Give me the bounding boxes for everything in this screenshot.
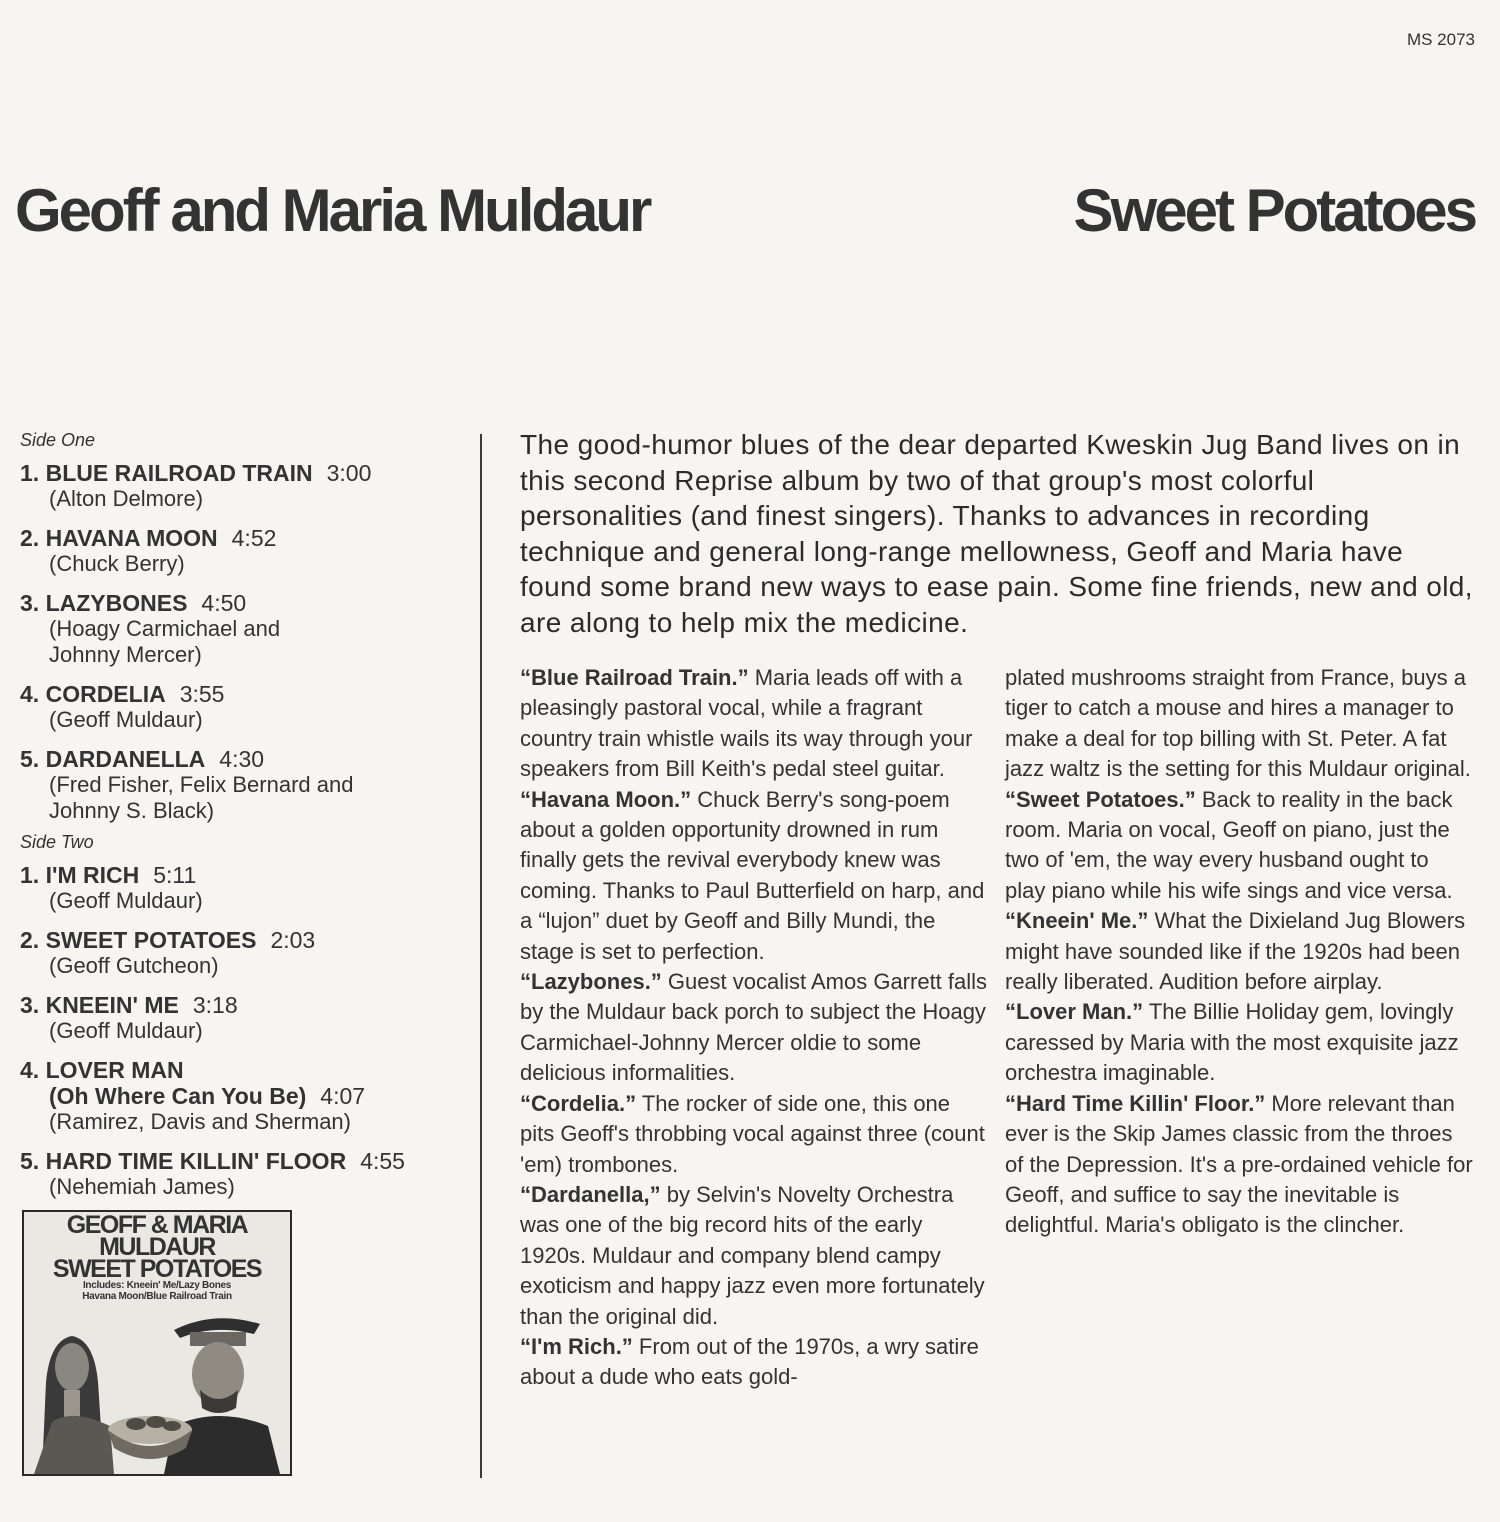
note-title: “Havana Moon.” [520,786,692,812]
note-title: “Cordelia.” [520,1090,637,1116]
track-duration: 3:18 [192,992,238,1018]
track-item [20,525,460,577]
note-text: Chuck Berry's song-poem about a golden opportunity drowned in rum finally gets the revival everybody knew was coming. Thanks to Paul Butterfield on harp, and a “lujon” duet by Geoff and Billy Mundi, the stage is set to perfection. [520,786,985,964]
track-title: HAVANA MOON [45,525,218,551]
note-text: What the Dixieland Jug Blowers might have sounded like if the 1920s had been really liberated. Audition before airplay. [1005,908,1466,995]
note-title: “Dardanella,” [520,1181,661,1207]
track-subtitle: (Oh Where Can You Be) [49,1083,307,1109]
note-paragraph [520,1332,990,1393]
track-item [20,460,460,512]
track-title: KNEEIN' ME [45,992,179,1018]
track-credit: Johnny S. Black) [49,798,215,823]
album-title: Sweet Potatoes [1073,177,1475,244]
cover-album-title: SWEET POTATOES [52,1255,262,1283]
note-title: “Hard Time Killin' Floor.” [1005,1090,1266,1116]
track-number: 3. [20,590,40,616]
note-text: The Billie Holiday gem, lovingly caressed by Maria with the most exquisite jazz orchestra imaginable. [1005,999,1459,1086]
cover-artist-line2: MULDAUR [99,1233,215,1261]
track-item [20,1148,460,1200]
note-paragraph [520,1089,990,1180]
note-text: Guest vocalist Amos Garrett falls by the Muldaur back porch to subject the Hoagy Carmichael-Johnny Mercer oldie to some delicious informalities. [520,969,988,1086]
track-duration: 3:00 [326,460,372,486]
track-number: 3. [20,992,40,1018]
cover-artist-line1: GEOFF & MARIA [66,1211,248,1239]
track-duration: 4:30 [219,746,265,772]
note-title: “Sweet Potatoes.” [1005,786,1196,812]
track-duration: 3:55 [179,681,225,707]
album-cover-thumbnail [22,1210,292,1476]
note-paragraph [1005,997,1475,1088]
track-title: LOVER MAN [45,1057,184,1083]
track-item [20,927,460,979]
catalog-number: MS 2073 [1406,30,1475,49]
note-text: by Selvin's Novelty Orchestra was one of the big record hits of the early 1920s. Muldaur and company blend campy exoticism and happy jazz even more fortunately than the original did. [520,1181,985,1329]
note-paragraph [1005,785,1475,907]
track-credit: (Alton Delmore) [49,486,204,511]
cover-includes-line1: Includes: Kneein' Me/Lazy Bones [82,1280,232,1291]
note-title: “Lover Man.” [1005,999,1144,1025]
note-title: “Kneein' Me.” [1005,908,1149,934]
track-duration: 5:11 [153,862,197,888]
track-number: 2. [20,525,40,551]
track-item [20,681,460,733]
track-credit: (Ramirez, Davis and Sherman) [49,1109,351,1134]
note-title: “Blue Railroad Train.” [520,665,749,690]
liner-notes-left [520,663,990,1393]
side-one-tracklist [20,460,460,824]
track-item [20,862,460,914]
note-text: Back to reality in the back room. Maria on vocal, Geoff on piano, just the two of 'em, the way every husband ought to play piano while his wife sings and vice versa. [1005,786,1453,903]
track-number: 2. [20,927,40,953]
track-duration: 4:07 [320,1083,366,1109]
track-title: LAZYBONES [45,590,188,616]
track-item [20,746,460,824]
track-title: BLUE RAILROAD TRAIN [45,460,313,486]
note-paragraph [1005,663,1475,785]
track-number: 5. [20,1148,40,1174]
note-paragraph [1005,1089,1475,1241]
track-title: HARD TIME KILLIN' FLOOR [45,1148,347,1174]
track-credit: (Hoagy Carmichael and [49,616,281,641]
artist-title: Geoff and Maria Muldaur [15,177,650,244]
cover-includes-line2: Havana Moon/Blue Railroad Train [82,1291,232,1302]
track-duration: 4:55 [360,1148,405,1174]
track-item [20,992,460,1044]
side-two-tracklist [20,862,460,1200]
track-credit: (Geoff Muldaur) [49,707,203,732]
track-number: 5. [20,746,40,772]
track-number: 1. [20,862,40,888]
intro-paragraph: The good-humor blues of the dear departed Kweskin Jug Band lives on in this second Reprise album by two of that group's most colorful personalities (and finest singers). Thanks to advances in recording technique and general long-range mellowness, Geoff and Maria have found some brand new ways to ease pain. Some fine friends, new and old, are along to help mix the medicine. [520,429,1473,638]
track-number: 4. [20,1057,40,1083]
liner-notes-right [1005,663,1475,1241]
track-credit: (Chuck Berry) [49,551,185,576]
note-text: Maria leads off with a pleasingly pastoral vocal, while a fragrant country train whistle wails its way through your speakers from Bill Keith's pedal steel guitar. [520,665,973,782]
note-text: More relevant than ever is the Skip James classic from the throes of the Depression. It's a pre-ordained vehicle for Geoff, and suffice to say the inevitable is delightful. Maria's obligato is the clincher. [1005,1090,1473,1238]
track-title: CORDELIA [45,681,166,707]
track-item [20,590,460,668]
track-duration: 4:50 [201,590,247,616]
track-credit: (Fred Fisher, Felix Bernard and [49,772,354,797]
side-one-label: Side One [20,430,96,450]
note-text: From out of the 1970s, a wry satire about a dude who eats gold- [520,1333,979,1390]
note-paragraph [520,1180,990,1332]
track-duration: 2:03 [270,927,316,953]
track-credit: Johnny Mercer) [49,642,202,667]
note-title: “Lazybones.” [520,969,662,995]
column-divider [480,434,482,1478]
track-item [20,1057,460,1135]
track-credit: (Geoff Muldaur) [49,1018,203,1043]
track-title: SWEET POTATOES [45,927,257,953]
track-credit: (Geoff Muldaur) [49,888,203,913]
note-paragraph [1005,906,1475,997]
track-title: I'M RICH [45,862,140,888]
note-title: “I'm Rich.” [520,1333,633,1359]
track-credit: (Geoff Gutcheon) [49,953,219,978]
note-text: The rocker of side one, this one pits Geoff's throbbing vocal against three (count 'em) trombones. [520,1090,985,1177]
track-title: DARDANELLA [45,746,206,772]
note-text: plated mushrooms straight from France, buys a tiger to catch a mouse and hires a manager to make a deal for top billing with St. Peter. A fat jazz waltz is the setting for this Muldaur original. [1005,665,1471,782]
side-two-label: Side Two [20,832,94,852]
track-number: 4. [20,681,40,707]
track-duration: 4:52 [231,525,277,551]
note-paragraph [520,785,990,967]
note-paragraph [520,967,990,1089]
note-paragraph [520,663,990,785]
track-number: 1. [20,460,40,486]
track-credit: (Nehemiah James) [49,1174,235,1199]
